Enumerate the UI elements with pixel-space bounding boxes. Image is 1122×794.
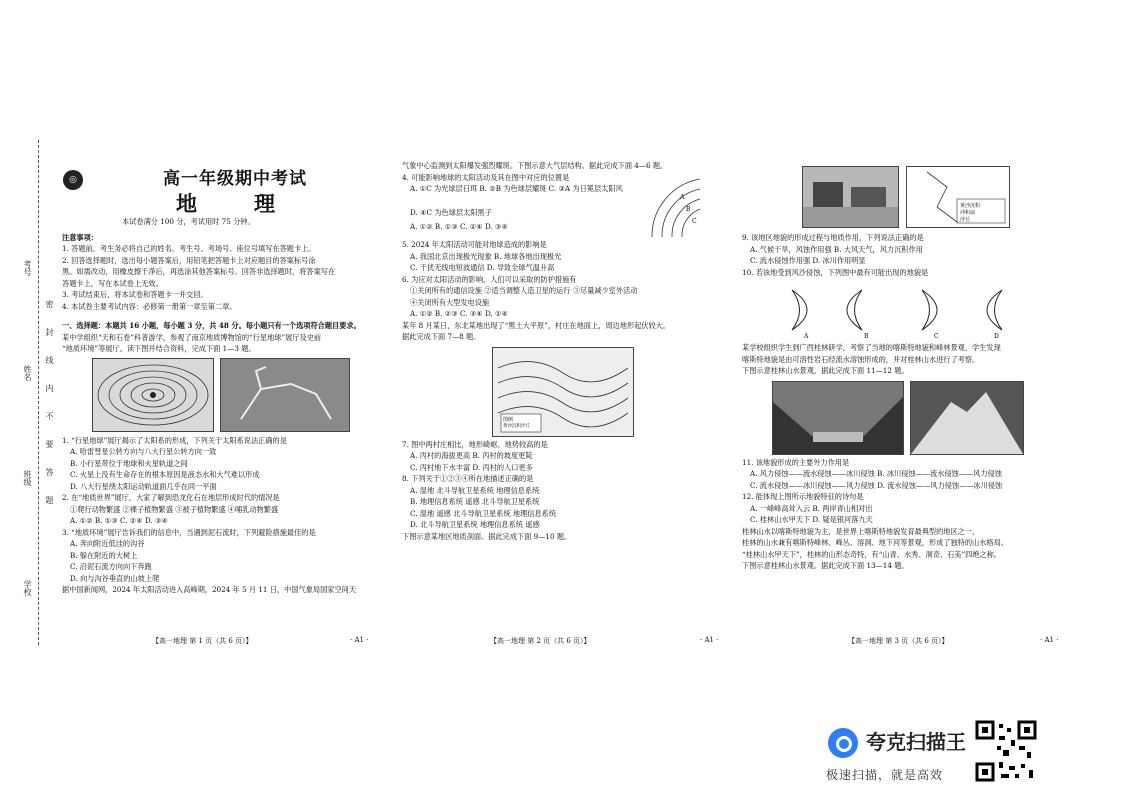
footer-code-1: · A1 · [350, 636, 369, 644]
question-8: 8. 下列关于①②③④所在地描述正确的是 [402, 474, 534, 483]
option: A. 湿地 北斗导航卫星系统 地理信息系统 [410, 485, 540, 495]
binding-label-school: 学校 [23, 580, 32, 596]
dune-label-c: C [934, 333, 939, 340]
option: A. ①② B. ②③ C. ③④ D. ①④ [410, 309, 508, 318]
option: C. 湿地 遥感 北斗导航卫星系统 地理信息系统 [410, 508, 557, 518]
note-line: 答题卡上，写在本试卷上无效。 [62, 278, 163, 288]
option: A. 风力侵蚀——流水侵蚀——冰川侵蚀 B. 冰川侵蚀——流水侵蚀——风力侵蚀 [750, 469, 1002, 478]
question-10: 10. 若该地受到风沙侵蚀，下列图中最有可能出现的地貌是 [742, 267, 929, 277]
question-2: 2. 在“地质世界”展厅，大家了解到恐龙化石在地层形成时代的情况是 [62, 493, 280, 502]
brand-name: 夸克扫描王 [866, 730, 966, 754]
layer-label-c: C [692, 218, 697, 225]
text-line: 据中国新闻网，2024 年太阳活动进入高峰期，2024 年 5 月 11 日，中国气象局国家空间天 [62, 585, 357, 594]
option: D. ④C 为色球层太阳黑子 [410, 208, 492, 217]
exam-info: 本试卷满分 100 分，考试用时 75 分钟。 [122, 217, 255, 226]
text-line: “桂林山水甲天下”，桂林的山形态奇特，有“山青、水秀、洞奇、石美”四绝之称。 [742, 549, 1002, 559]
map-legend-title: 图例 [503, 416, 514, 423]
quark-logo-icon [828, 728, 858, 758]
note-line: 4. 本试卷主要考试内容：必修第一册第一章至第二章。 [62, 301, 237, 311]
dinosaur-fossil-photo [220, 358, 350, 432]
map-legend-item: 黄沙沉积 [503, 423, 521, 429]
text-line: 桂林的山水兼有喀斯特峰林、峰丛、溶洞、地下河等景观，形成了独特的山水格局。 [742, 538, 1008, 547]
option: A. 奔向附近低洼的沟谷 [70, 539, 145, 548]
option: A. 丙村的海拔更高 B. 丙村的坡度更陡 [410, 451, 533, 460]
question-11: 11. 该地貌形成的主要外力作用是 [742, 457, 850, 467]
question-3: 3. “地质环境”展厅告诉我们的信息中，当遇到泥石流时，下列避险措施最佳的是 [62, 527, 316, 537]
option: C. 沿泥石流方向向下奔跑 [70, 562, 152, 571]
note-line: 3. 考试结束后，将本试卷和答题卡一并交回。 [62, 290, 208, 299]
valley-svg [773, 382, 903, 454]
binding-margin [18, 140, 58, 645]
text-line: 下图示意桂林山水景观。据此完成下面 13—14 题。 [742, 561, 909, 570]
solar-system-figure [92, 358, 214, 432]
orbits-svg [93, 359, 213, 431]
qr-svg [975, 720, 1037, 782]
option: D. 向与沟谷垂直的山坡上爬 [70, 573, 160, 583]
binding-label-id: 考号 [23, 260, 32, 276]
option: C. 干扰无线电短波通信 D. 导致全球气温升高 [410, 263, 555, 272]
question-12: 12. 能体现上图所示地貌特征的诗句是 [742, 492, 864, 501]
region-legend-item: 冲积扇 [960, 210, 976, 216]
dune-label-d: D [994, 333, 999, 340]
option: B. 躲在附近的大树上 [70, 550, 138, 560]
fossil-svg [221, 359, 349, 431]
seal-warning: 密 封 线 内 不 要 答 题 [45, 300, 54, 510]
question-9: 9. 该地区地貌的形成过程与地质作用，下列说法正确的是 [742, 233, 924, 242]
option: A. 我国北京出现极光现象 B. 地球各地出现极光 [410, 251, 562, 261]
mountain-svg [911, 382, 1023, 454]
option: C. 丙村地下水丰富 D. 丙村的人口更多 [410, 462, 533, 472]
dune-label-a: A [804, 333, 809, 340]
note-line: 1. 答题前，考生务必将自己的姓名、考生号、考场号、座位号填写在答题卡上。 [62, 244, 316, 253]
exam-subject: 地 理 [176, 191, 293, 216]
footer-page-1: 【高一地理 第 1 页（共 6 页）】 [152, 637, 253, 645]
option: B. 地理信息系统 遥感 北斗导航卫星系统 [410, 497, 540, 506]
footer-page-3: 【高一地理 第 3 页（共 6 页）】 [848, 637, 949, 645]
section-heading: 一、选择题：本题共 16 小题，每小题 3 分，共 48 分。每小题只有一个选项符合题目要求。 [62, 321, 361, 330]
atmosphere-layers-figure [650, 177, 702, 239]
figure-row [62, 355, 380, 435]
contour-map-row [402, 343, 702, 439]
option: ①爬行动物繁盛 ②裸子植物繁盛 ③被子植物繁盛 ④哺乳动物繁盛 [70, 504, 279, 514]
option: ④关闭所有大型发电设施 [410, 297, 490, 307]
option: A. ①② B. ①③ C. ②④ D. ③④ [410, 222, 508, 231]
mountain-photo [910, 381, 1024, 455]
question-7: 7. 图中两村庄相比，地形崎岖、地势较高的是 [402, 439, 548, 449]
text-line: 桂林山水以喀斯特地貌为主，是世界上喀斯特地貌发育最典型的地区之一， [742, 526, 980, 536]
text-line: 某年 8 月某日，东北某地出现了“黑土大平原”，村庄在地面上，周边地形起伏较大。 [402, 320, 671, 330]
exam-title: 高一年级期中考试 [163, 169, 307, 189]
contour-map-figure [492, 347, 634, 437]
page-2-column [402, 160, 702, 542]
region-map-svg [907, 167, 1009, 227]
q4-options-figure [402, 183, 702, 239]
region-legend-item: 黄沙沉积 [960, 203, 981, 209]
option: C. 流水侵蚀——冰川侵蚀——风力侵蚀 D. 流水侵蚀——风力侵蚀——冰川侵蚀 [750, 480, 1003, 490]
option: A. 一峰峰高耸入云 B. 两岸青山相对出 [750, 503, 873, 513]
footer-page-2: 【高一地理 第 2 页（共 6 页）】 [490, 637, 591, 645]
qr-code-icon [975, 720, 1037, 782]
option: C. 流水侵蚀作用强 D. 冰川作用明显 [750, 256, 866, 265]
binding-label-class: 班级 [23, 470, 32, 486]
question-4: 4. 可能影响地球的太阳活动及其在图中对应的位置是 [402, 172, 570, 182]
layer-label-a: A [680, 194, 685, 201]
region-legend-item: 沙丘 [960, 217, 971, 223]
seal-line [38, 140, 39, 645]
school-logo-icon: ◎ [63, 170, 83, 190]
page-1-column [62, 216, 380, 596]
note-line: 黑。如需改动，用橡皮擦干净后，再选涂其他答案标号。回答非选择题时，将答案写在 [62, 267, 336, 276]
footer-code-3: · A1 · [1040, 636, 1059, 644]
dune-label-b: B [864, 333, 869, 340]
yardang-svg [803, 167, 898, 227]
yardang-photo [802, 166, 899, 228]
text-line: 某学校组织学生到广西桂林研学，考察了当地的喀斯特地貌和峰林景观，学生发现 [742, 343, 1001, 352]
text-line: 下图示意桂林山水景观，据此完成下面 11—12 题。 [742, 366, 909, 375]
option: A. ①② B. ①③ C. ②④ D. ③④ [70, 516, 168, 525]
dune-figures-svg [782, 280, 1042, 340]
option: C. 桂林山水甲天下 D. 疑是银河落九天 [750, 515, 873, 524]
question-6: 6. 为应对太阳活动的影响，人们可以采取的防护措施有 [402, 274, 577, 284]
contour-svg [493, 348, 633, 436]
text-line: 气象中心监测到太阳爆发强烈耀斑。下图示意大气层结构。据此完成下面 4—6 题。 [402, 161, 668, 170]
landscape-photos-row [742, 377, 1062, 457]
footer-code-2: · A1 · [700, 636, 719, 644]
dune-figures-row [742, 278, 1062, 342]
option: C. 火星上没有生命存在的根本原因是液态水和大气难以形成 [70, 470, 260, 479]
option: D. 北斗导航卫星系统 地理信息系统 遥感 [410, 520, 540, 529]
notes-title: 注意事项： [62, 232, 98, 242]
map-legend-item: 沙丘 [521, 423, 530, 429]
binding-label-name: 姓名 [23, 365, 32, 381]
valley-photo [772, 381, 904, 455]
note-line: 2. 回答选择题时，选出每小题答案后，用铅笔把答题卡上对应题目的答案标号涂 [62, 255, 316, 265]
option: A. ①C 为光球层日珥 B. ②B 为色球层耀斑 C. ③A 为日冕层太阳风 [410, 184, 623, 193]
question-1: 1. “行星地球”展厅揭示了太阳系的形成，下列关于太阳系说法正确的是 [62, 435, 287, 445]
question-5: 5. 2024 年太阳活动可能对地球造成的影响是 [402, 240, 547, 249]
option: B. 小行星带位于地球和火星轨道之间 [70, 458, 188, 468]
text-line: 喀斯特地貌是由可溶性岩石经流水溶蚀形成的，并对桂林山水进行了考察。 [742, 354, 980, 364]
option: A. 气候干旱，风蚀作用强 B. 大风天气，风力沉积作用 [750, 244, 923, 254]
text-line: 某中学组织“天和石卷”科普游学，参观了南京地质博物馆的“行星地球”展厅及史前 [62, 332, 322, 342]
top-figures-row [742, 160, 1062, 232]
option: D. 八大行星绕太阳运动轨道面几乎在同一平面 [70, 481, 217, 491]
text-line: 据此完成下面 7—8 题。 [402, 332, 481, 341]
option: ①关闭所有的通信设施 ②适当调整人造卫星的运行 ③尽量减少室外活动 [410, 286, 638, 295]
page-3-column [742, 160, 1062, 572]
text-line: 下图示意某地区地质剖面。据此完成下面 9—10 题。 [402, 531, 572, 541]
brand-slogan: 极速扫描，就是高效 [826, 768, 944, 782]
option: A. 哈雷彗星公转方向与八大行星公转方向一致 [70, 447, 217, 456]
region-map-figure [906, 166, 1010, 228]
layer-label-b: B [686, 206, 691, 213]
text-line: “地质环境”等展厅。读下图并结合资料，完成下面 1—3 题。 [62, 344, 256, 353]
